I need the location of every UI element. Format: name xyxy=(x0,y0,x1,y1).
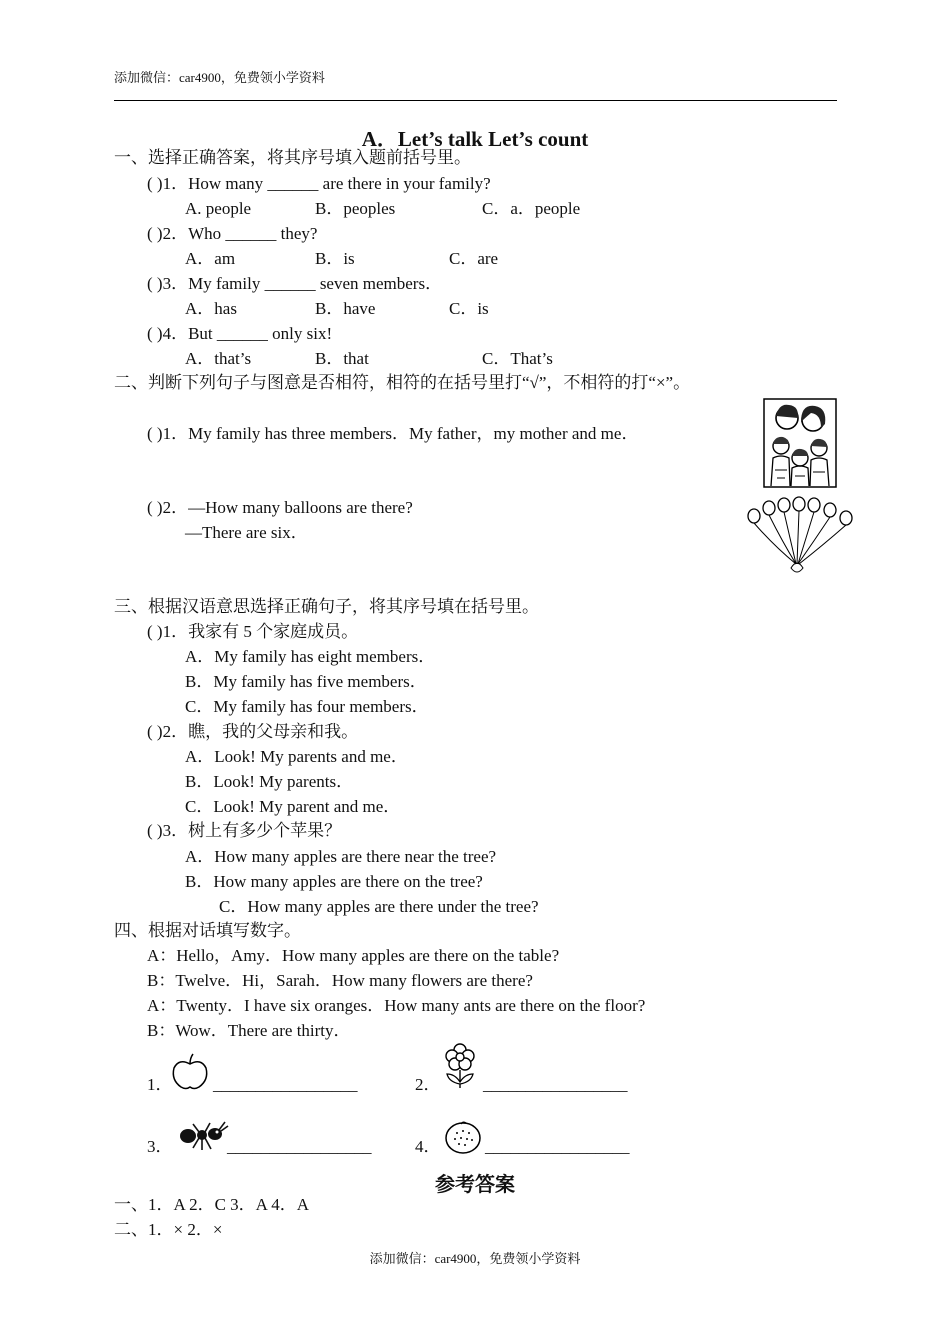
s2-q2-line1: ( )2．—How many balloons are there? xyxy=(147,498,413,517)
s3-q3: ( )3．树上有多少个苹果？ xyxy=(147,821,342,840)
s4-dialog-line-2: B：Twelve．Hi，Sarah．How many flowers are there? xyxy=(147,971,533,990)
section-2-heading: 二、判断下列句子与图意是否相符，相符的在括号里打“√”，不相符的打“×”。 xyxy=(114,373,691,392)
s3-q1: ( )1．我家有 5 个家庭成员。 xyxy=(147,622,359,641)
page-title: A．Let’s talk Let’s count xyxy=(361,127,589,151)
s4-dialog-line-4: B：Wow．There are thirty． xyxy=(147,1021,351,1040)
s1-q1: ( )1．How many ______ are there in your family? xyxy=(147,174,491,193)
balloons-picture-icon xyxy=(744,496,858,576)
s1-q3-option-a: A．has xyxy=(185,299,237,318)
s4-item-4-answer-blank[interactable]: _________________ xyxy=(485,1137,630,1156)
s1-q3: ( )3．My family ______ seven members． xyxy=(147,274,443,293)
s4-item-3-answer-blank[interactable]: _________________ xyxy=(227,1137,372,1156)
s3-q3-option-a: A．How many apples are there near the tree? xyxy=(185,847,497,866)
s1-q3-option-b: B．have xyxy=(315,299,376,318)
footer-note: 添加微信：car4900，免费领小学资料 xyxy=(369,1251,581,1266)
s1-q1-option-a: A. people xyxy=(185,199,252,218)
s1-q2-option-a: A．am xyxy=(185,249,236,268)
s1-q4-option-a: A．that’s xyxy=(185,349,252,368)
s4-item-4-number: 4． xyxy=(415,1137,441,1156)
answers-line-1: 一、1．A 2．C 3．A 4．A xyxy=(114,1195,310,1214)
header-note: 添加微信：car4900，免费领小学资料 xyxy=(114,70,325,85)
answers-title: 参考答案 xyxy=(435,1174,515,1196)
orange-icon xyxy=(443,1119,483,1155)
s1-q3-option-c: C．is xyxy=(449,299,489,318)
s1-q4-option-c: C．That’s xyxy=(482,349,553,368)
s1-q4: ( )4．But ______ only six! xyxy=(147,324,333,343)
s1-q2-option-b: B．is xyxy=(315,249,355,268)
s2-q2-line2: —There are six． xyxy=(185,523,308,542)
section-4-heading: 四、根据对话填写数字。 xyxy=(114,921,301,940)
s4-item-3-number: 3． xyxy=(147,1137,173,1156)
s3-q2: ( )2．瞧，我的父母亲和我。 xyxy=(147,722,359,741)
s1-q1-option-b: B．peoples xyxy=(315,199,396,218)
s4-item-1-number: 1． xyxy=(147,1075,173,1094)
s3-q3-option-c: C．How many apples are there under the tree? xyxy=(219,897,539,916)
section-1-heading: 一、选择正确答案，将其序号填入题前括号里。 xyxy=(114,148,471,167)
s3-q3-option-b: B．How many apples are there on the tree? xyxy=(185,872,483,891)
s3-q1-option-a: A．My family has eight members． xyxy=(185,647,436,666)
s3-q1-option-c: C．My family has four members． xyxy=(185,697,429,716)
s1-q2: ( )2．Who ______ they? xyxy=(147,224,318,243)
s4-item-2-number: 2． xyxy=(415,1075,441,1094)
s4-dialog-line-1: A：Hello，Amy．How many apples are there on the table? xyxy=(147,946,560,965)
s4-item-1-answer-blank[interactable]: _________________ xyxy=(213,1075,358,1094)
section-3-heading: 三、根据汉语意思选择正确句子，将其序号填在括号里。 xyxy=(114,597,539,616)
s3-q1-option-b: B．My family has five members． xyxy=(185,672,427,691)
flower-icon xyxy=(441,1042,479,1092)
s2-q1: ( )1．My family has three members．My father，my mother and me． xyxy=(147,424,639,443)
s4-item-2-answer-blank[interactable]: _________________ xyxy=(483,1075,628,1094)
s4-dialog-line-3: A：Twenty．I have six oranges．How many ants are there on the floor? xyxy=(147,996,646,1015)
s3-q2-option-b: B．Look! My parents． xyxy=(185,772,354,791)
s1-q2-option-c: C．are xyxy=(449,249,499,268)
s3-q2-option-a: A．Look! My parents and me． xyxy=(185,747,408,766)
s3-q2-option-c: C．Look! My parent and me． xyxy=(185,797,401,816)
family-picture-icon xyxy=(763,398,837,488)
ant-icon xyxy=(177,1118,229,1154)
s1-q1-option-c: C．a．people xyxy=(482,199,581,218)
header-rule xyxy=(114,100,837,101)
s1-q4-option-b: B．that xyxy=(315,349,369,368)
answers-line-2: 二、1．× 2．× xyxy=(114,1220,223,1239)
apple-icon xyxy=(169,1052,211,1092)
